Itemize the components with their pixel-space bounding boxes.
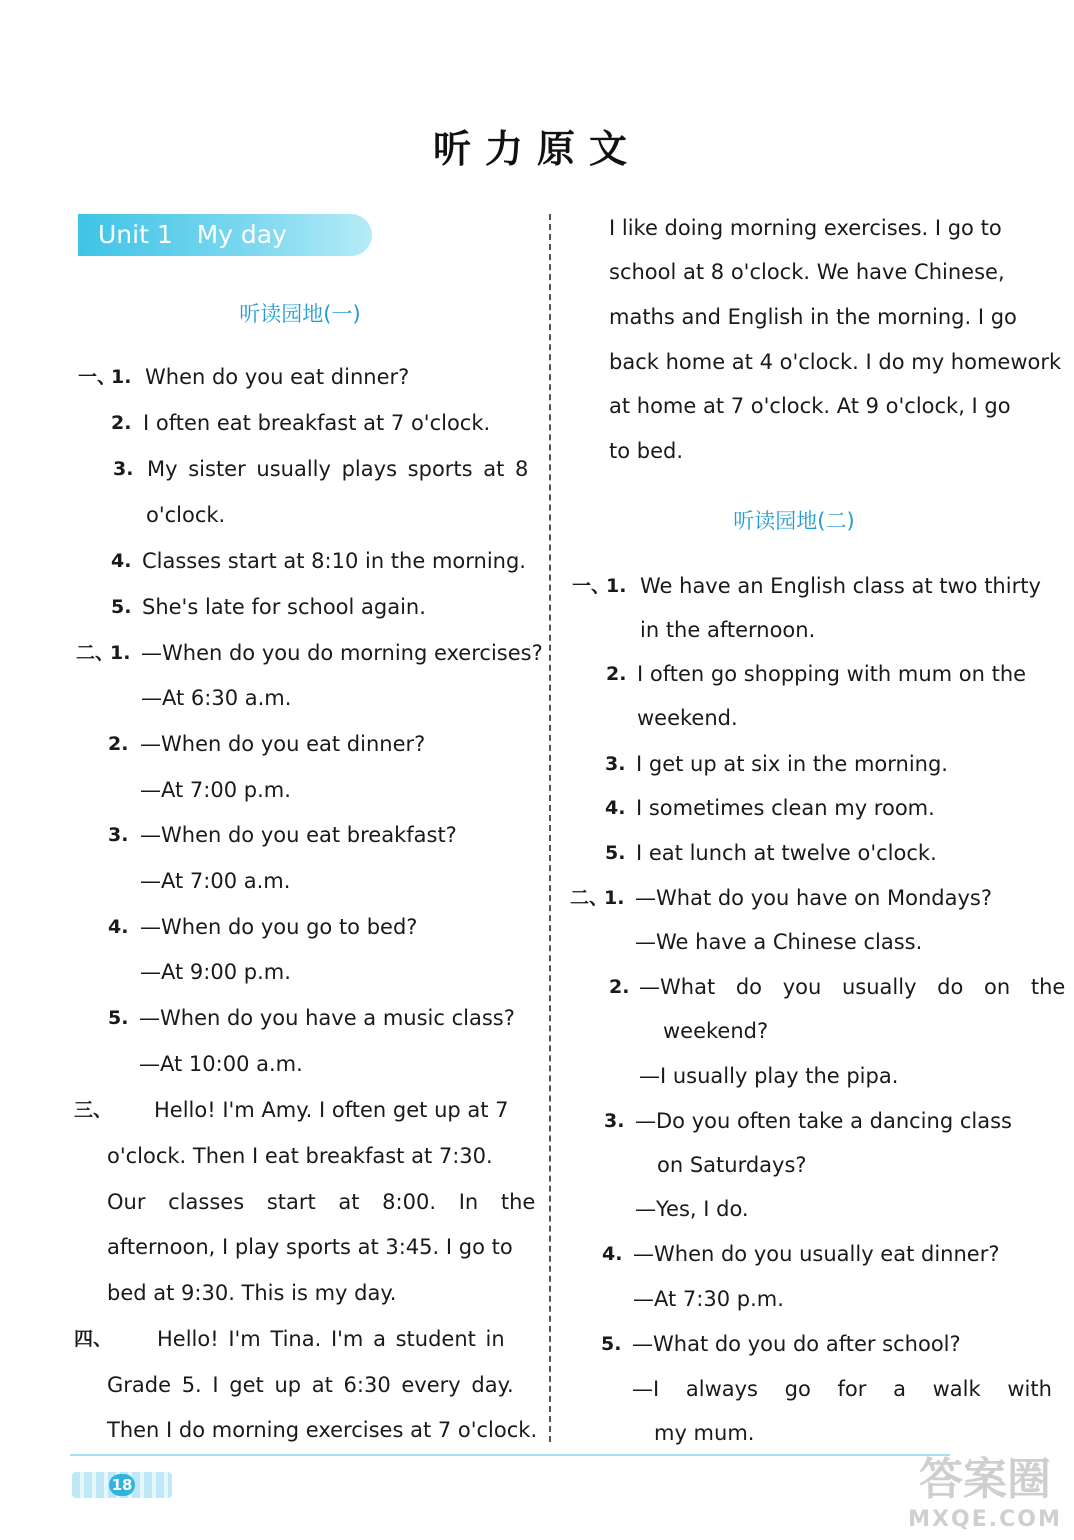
watermark-sub: MXQE.COM (908, 1507, 1062, 1532)
paragraph-line: o'clock. Then I eat breakfast at 7:30. (107, 1144, 493, 1168)
footer-rule (70, 1454, 950, 1456)
item-line: —I always go for a walk with (632, 1377, 1052, 1401)
item-number: 4. (108, 916, 129, 938)
column-divider (549, 214, 551, 1442)
item-line: I often go shopping with mum on the (637, 662, 1027, 686)
item-number: 5. (108, 1007, 129, 1029)
item-line: We have an English class at two thirty (640, 574, 1041, 598)
item-number: 2. (108, 733, 129, 755)
paragraph-line: Then I do morning exercises at 7 o'clock. (107, 1418, 538, 1442)
item-line: —When do you usually eat dinner? (633, 1242, 1000, 1266)
section-title-1: 听读园地(一) (239, 302, 361, 326)
item-number: 3. (604, 1110, 625, 1132)
item-number: 1. (604, 887, 625, 909)
paragraph-line: Hello! I'm Tina. I'm a student in (157, 1327, 505, 1351)
item-line: —Do you often take a dancing class (635, 1109, 1012, 1133)
page-title: 听力原文 (432, 127, 641, 171)
item-line: —At 7:00 a.m. (140, 869, 291, 893)
paragraph-line: Hello! I'm Amy. I often get up at 7 (154, 1098, 509, 1122)
item-line: o'clock. (146, 503, 226, 527)
item-line: weekend. (637, 706, 738, 730)
watermark-main: 答案圈 (919, 1454, 1051, 1505)
watermark-logo (900, 1454, 1070, 1532)
unit-banner: Unit 1 My day (78, 214, 372, 256)
item-number: 5. (605, 842, 626, 864)
item-line: I get up at six in the morning. (636, 752, 948, 776)
page-number: 18 (109, 1474, 135, 1496)
item-line: —What do you do after school? (632, 1332, 961, 1356)
paragraph-line: at home at 7 o'clock. At 9 o'clock, I go (609, 394, 1011, 418)
item-number: 4. (111, 550, 132, 572)
item-line: —When do you go to bed? (140, 915, 418, 939)
part-label: 一、 (572, 575, 611, 597)
item-line: weekend? (663, 1019, 769, 1043)
paragraph-line: I like doing morning exercises. I go to (609, 216, 1002, 240)
item-line: When do you eat dinner? (145, 365, 410, 389)
item-line: I sometimes clean my room. (636, 796, 935, 820)
item-number: 2. (606, 663, 627, 685)
item-line: —When do you have a music class? (139, 1006, 515, 1030)
item-line: —At 9:00 p.m. (140, 960, 291, 984)
part-label: 二、 (76, 642, 115, 664)
paragraph-line: Grade 5. I get up at 6:30 every day. (107, 1373, 514, 1397)
item-number: 4. (605, 797, 626, 819)
paragraph-line: back home at 4 o'clock. I do my homework (609, 350, 1062, 374)
item-number: 3. (605, 753, 626, 775)
item-line: —Yes, I do. (635, 1197, 749, 1221)
item-number: 1. (111, 366, 132, 388)
item-line: —I usually play the pipa. (639, 1064, 899, 1088)
item-number: 5. (601, 1333, 622, 1355)
item-line: in the afternoon. (640, 618, 816, 642)
part-label: 三、 (74, 1099, 113, 1121)
item-number: 5. (111, 596, 132, 618)
item-line: —At 6:30 a.m. (141, 686, 292, 710)
item-line: —When do you do morning exercises? (141, 641, 543, 665)
item-number: 4. (602, 1243, 623, 1265)
part-label: 四、 (74, 1328, 113, 1350)
item-number: 1. (110, 642, 131, 664)
item-number: 2. (609, 976, 630, 998)
item-line: I often eat breakfast at 7 o'clock. (143, 411, 491, 435)
item-number: 3. (108, 824, 129, 846)
item-line: —When do you eat dinner? (140, 732, 426, 756)
item-line: —What do you have on Mondays? (635, 886, 992, 910)
item-line: my mum. (654, 1421, 755, 1445)
part-label: 二、 (570, 887, 609, 909)
part-label: 一、 (78, 366, 117, 388)
item-line: —We have a Chinese class. (635, 930, 923, 954)
paragraph-line: bed at 9:30. This is my day. (107, 1281, 397, 1305)
item-line: —What do you usually do on the (639, 975, 1066, 999)
paragraph-line: maths and English in the morning. I go (609, 305, 1017, 329)
paragraph-line: Our classes start at 8:00. In the (107, 1190, 536, 1214)
item-line: on Saturdays? (657, 1153, 807, 1177)
item-number: 2. (111, 412, 132, 434)
item-line: —At 10:00 a.m. (139, 1052, 303, 1076)
paragraph-line: afternoon, I play sports at 3:45. I go to (107, 1235, 513, 1259)
section-title-2: 听读园地(二) (733, 509, 855, 533)
item-line: I eat lunch at twelve o'clock. (636, 841, 937, 865)
paragraph-line: school at 8 o'clock. We have Chinese, (609, 260, 1005, 284)
item-line: My sister usually plays sports at 8 (147, 457, 529, 481)
item-line: —When do you eat breakfast? (140, 823, 457, 847)
item-line: —At 7:30 p.m. (633, 1287, 784, 1311)
paragraph-line: to bed. (609, 439, 684, 463)
item-number: 3. (113, 458, 134, 480)
item-line: —At 7:00 p.m. (140, 778, 291, 802)
item-line: She's late for school again. (142, 595, 426, 619)
item-line: Classes start at 8:10 in the morning. (142, 549, 526, 573)
item-number: 1. (606, 575, 627, 597)
